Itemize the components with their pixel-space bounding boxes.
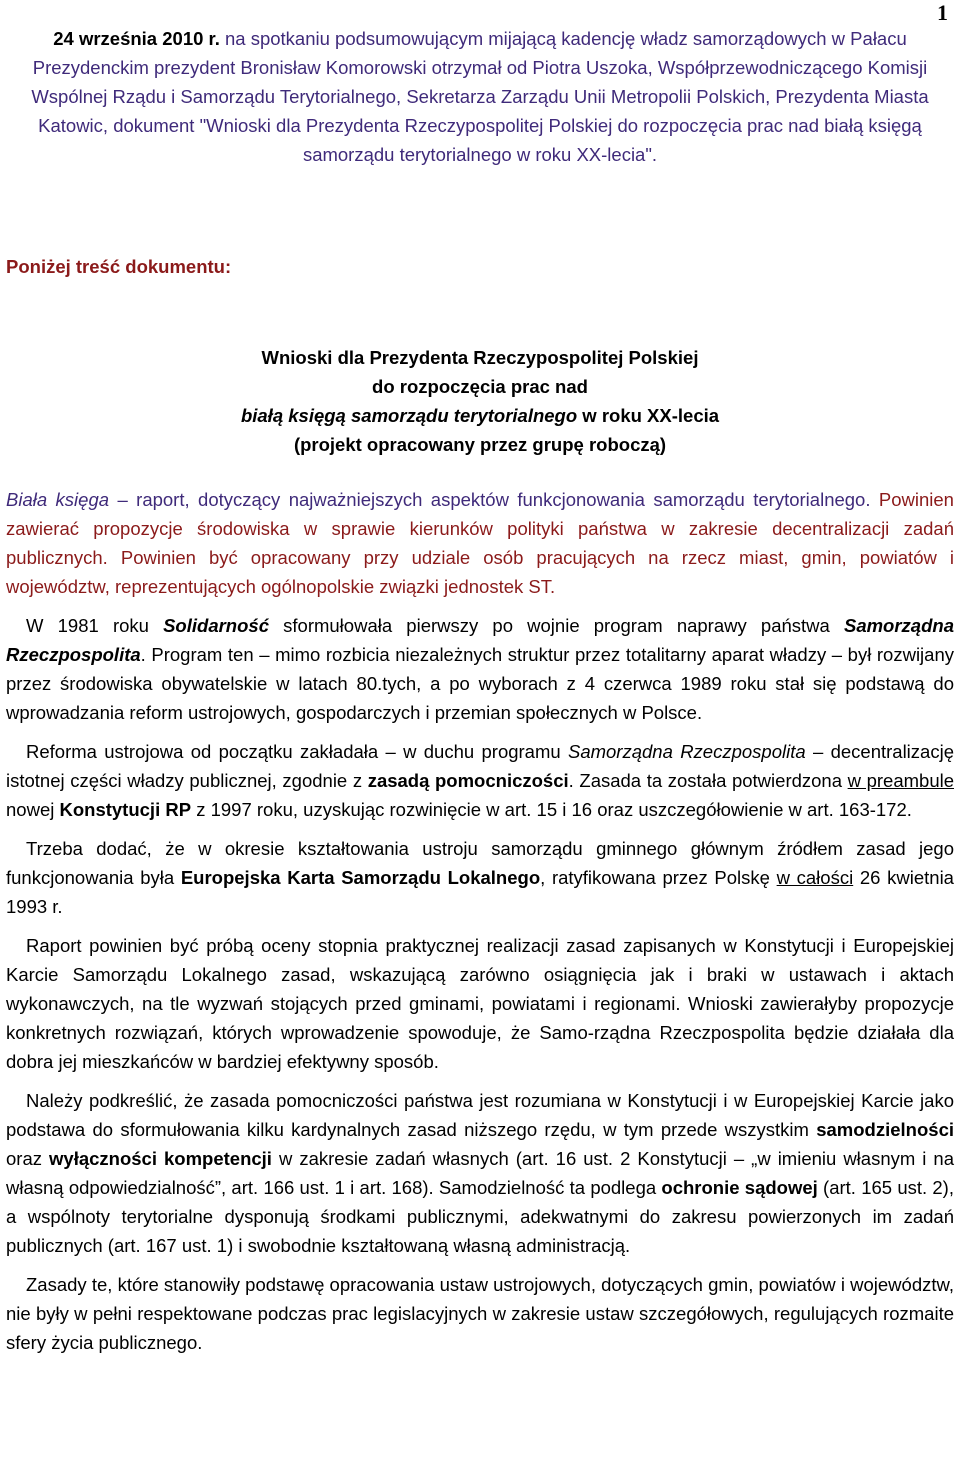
paragraph-6 <box>6 1086 954 1260</box>
document-title <box>6 343 954 459</box>
p4-in-full: w całości <box>776 867 854 888</box>
p2-program-name: Samorządna Rzeczpospolita <box>6 615 954 665</box>
p3-text-i: z 1997 roku, uzyskując rozwinięcie w art. 15 i 16 oraz uszczegółowienie w art. 163-172. <box>191 799 912 820</box>
p2-text-c: sformułowała pierwszy po wojnie program naprawy państwa <box>268 615 844 636</box>
title-line-3 <box>6 401 954 430</box>
title-line-3-italic: białą księgą samorządu terytorialnego <box>240 405 578 426</box>
p3-preamble: w preambule <box>847 770 955 791</box>
p2-text-a: W 1981 roku <box>26 615 164 636</box>
p3-program-name: Samorządna Rzeczpospolita <box>567 741 806 762</box>
p6-independence: samodzielności <box>816 1119 954 1140</box>
title-line-2: do rozpoczęcia prac nad <box>372 376 588 397</box>
title-line-1: Wnioski dla Prezydenta Rzeczypospolitej Polskiej <box>261 347 699 368</box>
p3-text-e: . Zasada ta została potwierdzona <box>568 770 848 791</box>
page-number: 1 <box>937 0 948 25</box>
section-heading: Poniżej treść dokumentu: <box>6 256 232 277</box>
p4-charter: Europejska Karta Samorządu Lokalnego <box>180 867 541 888</box>
paragraph-3 <box>6 737 954 824</box>
p3-constitution: Konstytucji RP <box>59 799 192 820</box>
p6-exclusive-competence: wyłączności kompetencji <box>49 1148 272 1169</box>
p1-definition: – raport, dotyczący najważniejszych aspektów funkcjonowania samorządu terytorialnego. <box>109 489 871 510</box>
p3-text-g: nowej <box>6 799 60 820</box>
paragraph-4 <box>6 834 954 921</box>
intro-date: 24 września 2010 r. <box>53 28 220 49</box>
paragraph-1 <box>6 485 954 601</box>
title-line-3-rest: w roku XX-lecia <box>577 405 720 426</box>
title-line-4: (projekt opracowany przez grupę roboczą) <box>293 434 667 455</box>
p3-text-a: Reforma ustrojowa od początku zakładała – w duchu programu <box>26 741 568 762</box>
paragraph-7: Zasady te, które stanowiły podstawę opracowania ustaw ustrojowych, dotyczących gmin, powiatów i województw, nie były w pełni respektowane podczas prac legislacyjnych w zakresie ustaw szczegółowych, regulujących rozmaite sfery życia publicznego. <box>6 1274 954 1353</box>
p4-text-e: 26 kwietnia 1993 r. <box>6 867 954 917</box>
paragraph-2 <box>6 611 954 727</box>
p4-text-a: Trzeba dodać, że w okresie kształtowania ustroju samorządu gminnego głównym źródłem zasad jego funkcjonowania była <box>6 838 954 888</box>
p6-text-g: (art. 165 ust. 2), a wspólnoty terytorialne dysponują środkami publicznymi, adekwatnymi do zakresu powierzonych im zadań publicznych (art. 167 ust. 1) i swobodnie kształtowaną własną administracją. <box>6 1177 954 1256</box>
p6-text-a: Należy podkreślić, że zasada pomocniczości państwa jest rozumiana w Konstytucji i w Europejskiej Karcie jako podstawa do sformułowania kilku kardynalnych zasad niższego rzędu, w tym przede wszystkim <box>6 1090 954 1140</box>
p1-term: Biała księga <box>6 489 110 510</box>
p3-principle: zasadą pomocniczości <box>367 770 569 791</box>
paragraph-5: Raport powinien być próbą oceny stopnia praktycznej realizacji zasad zapisanych w Konstytucji i Europejskiej Karcie Samorządu Lokalnego zasad, wskazującą zarówno osiągnięcia jak i braki w ustawach i aktach wykonawczych, na tle wyzwań stojących przed gminami, powiatami i regionami. Wnioski zawierałyby propozycje konkretnych rozwiązań, których wprowadzenie spowoduje, że Samo-rządna Rzeczpospolita będzie działała dla dobra jej mieszkańców w bardziej efektywny sposób. <box>6 935 954 1072</box>
p2-text-e: . Program ten – mimo rozbicia niezależnych struktur przez totalitarny aparat władzy – był rozwijany przez środowiska obywatelskie w latach 80.tych, a po wyborach z 4 czerwca 1989 roku stał się podstawą do wprowadzania reform ustrojowych, gospodarczych i przemian społecznych w Polsce. <box>6 644 954 723</box>
p3-text-c: – decentralizację istotnej części władzy publicznej, zgodnie z <box>6 741 954 791</box>
p2-solidarnosc: Solidarność <box>163 615 269 636</box>
document-body <box>6 485 954 1367</box>
p6-text-c: oraz <box>6 1148 50 1169</box>
intro-paragraph <box>6 24 954 169</box>
p1-sentence-2: Powinien zawierać propozycje środowiska w sprawie kierunków polityki państwa w zakresie decentralizacji zadań publicznych. <box>6 489 954 568</box>
p4-text-c: , ratyfikowana przez Polskę <box>540 867 777 888</box>
intro-text: na spotkaniu podsumowującym mijającą kadencję władz samorządowych w Pałacu Prezydenckim prezydent Bronisław Komorowski otrzymał od Piotra Uszoka, Współprzewodniczącego Komisji Wspólnej Rządu i Samorządu Terytorialnego, Sekretarza Zarządu Unii Metropolii Polskich, Prezydenta Miasta Katowic, dokument "Wnioski dla Prezydenta Rzeczypospolitej Polskiej do rozpoczęcia prac nad białą księgą samorządu terytorialnego w roku XX-lecia". <box>31 28 929 165</box>
p1-sentence-3: Powinien być opracowany przy udziale osób pracujących na rzecz miast, gmin, powiatów i województw, reprezentujących ogólnopolskie związki jednostek ST. <box>6 547 954 597</box>
p6-court-protection: ochronie sądowej <box>661 1177 818 1198</box>
p6-text-e: w zakresie zadań własnych (art. 16 ust. 2 Konstytucji – „w imieniu własnym i na własną odpowiedzialność”, art. 166 ust. 1 i art. 168). Samodzielność ta podlega <box>6 1148 954 1198</box>
